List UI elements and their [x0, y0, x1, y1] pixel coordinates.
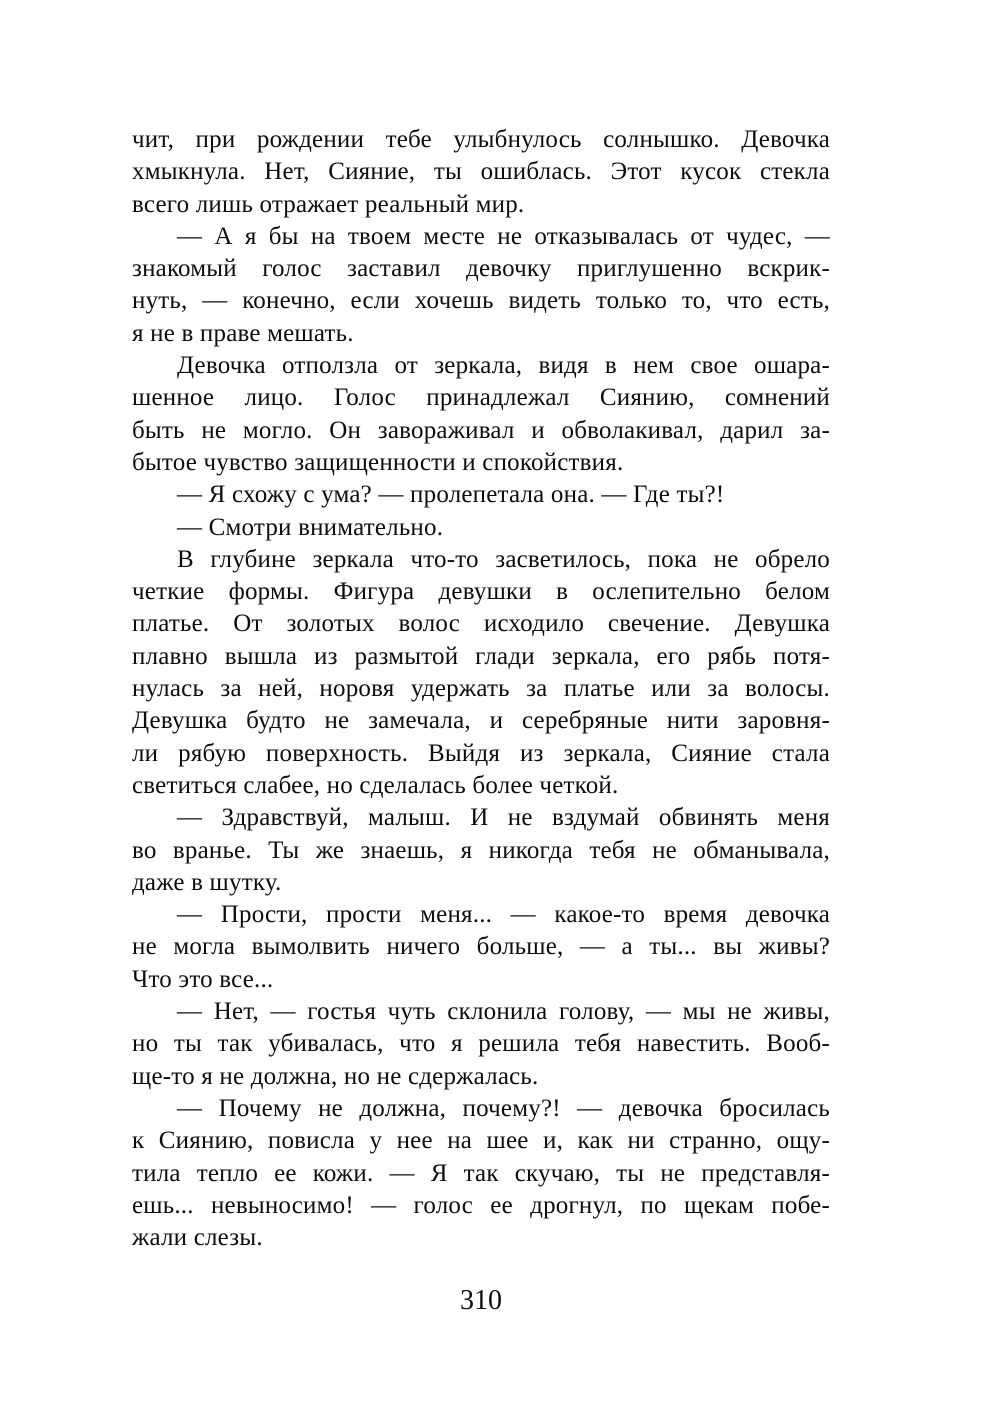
text-line: плавно вышла из размытой глади зеркала, его рябь потя- [132, 642, 830, 670]
text-line: Девушка будто не замечала, и серебряные нити заровня- [132, 707, 830, 735]
text-line: платье. От золотых волос исходило свечение. Девушка [132, 610, 830, 638]
text-line: быть не могло. Он завораживал и обволакивал, дарил за- [132, 416, 830, 444]
text-line: хмыкнула. Нет, Сияние, ты ошиблась. Этот кусок стекла [132, 158, 830, 186]
text-line: даже в шутку. [132, 868, 282, 896]
text-line: — Я схожу с ума? — пролепетала она. — Где ты?! [177, 481, 725, 509]
text-line: — Прости, прости меня... — какое-то время девочка [177, 901, 830, 929]
text-line: бытое чувство защищенности и спокойствия. [132, 448, 624, 476]
page-text [132, 124, 830, 1254]
text-line: ешь... невыносимо! — голос ее дрогнул, по щекам побе- [132, 1191, 830, 1219]
text-line: В глубине зеркала что-то засветилось, пока не обрело [177, 545, 830, 573]
page-number: 310 [460, 1285, 502, 1316]
text-line: ли рябую поверхность. Выйдя из зеркала, Сияние стала [132, 739, 830, 767]
text-line: тила тепло ее кожи. — Я так скучаю, ты не представля- [132, 1159, 830, 1187]
text-line: — Нет, — гостья чуть склонила голову, — мы не живы, [177, 998, 830, 1026]
text-line: светиться слабее, но сделалась более четкой. [132, 771, 619, 799]
text-line: не могла вымолвить ничего больше, — а ты... вы живы? [132, 933, 830, 961]
text-line: чит, при рождении тебе улыбнулось солнышко. Девочка [132, 126, 830, 153]
text-line: ще-то я не должна, но не сдержалась. [132, 1062, 539, 1090]
text-line: всего лишь отражает реальный мир. [132, 190, 525, 218]
text-line: но ты так убивалась, что я решила тебя навестить. Вооб- [132, 1030, 830, 1058]
text-line: я не в праве мешать. [132, 319, 354, 347]
text-line: — Почему не должна, почему?! — девочка бросилась [177, 1094, 830, 1122]
text-line: — Здравствуй, малыш. И не вздумай обвинять меня [177, 804, 830, 832]
text-line: шенное лицо. Голос принадлежал Сиянию, сомнений [132, 384, 830, 412]
text-line: — Смотри внимательно. [177, 513, 444, 541]
text-line: нуть, — конечно, если хочешь видеть только то, что есть, [132, 287, 830, 315]
text-line: — А я бы на твоем месте не отказывалась от чудес, — [177, 222, 830, 250]
text-line: знакомый голос заставил девочку приглушенно вскрик- [132, 255, 830, 283]
text-line: жали слезы. [132, 1224, 263, 1252]
text-line: Девочка отползла от зеркала, видя в нем свое ошара- [177, 352, 830, 380]
text-line: четкие формы. Фигура девушки в ослепительно белом [132, 578, 830, 606]
text-line: во вранье. Ты же знаешь, я никогда тебя не обманывала, [132, 836, 830, 864]
text-line: нулась за ней, норовя удержать за платье или за волосы. [132, 675, 830, 703]
text-line: к Сиянию, повисла у нее на шее и, как ни странно, ощу- [132, 1127, 830, 1155]
text-line: Что это все... [132, 965, 274, 993]
